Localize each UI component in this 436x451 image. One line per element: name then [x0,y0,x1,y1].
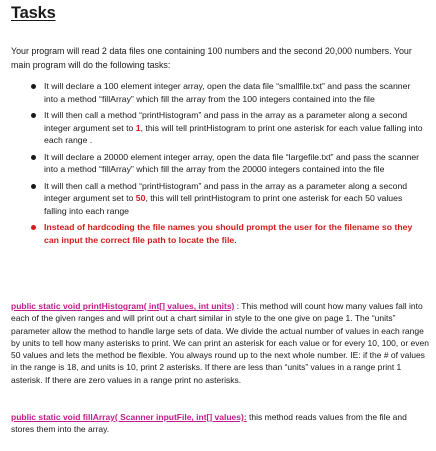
task-text: It will then call a method “printHistogram” and pass in the array as a parameter along a second integer argument set to [44,110,408,133]
bullet-icon [31,113,36,118]
units-value: 50 [135,193,146,203]
task-list [0,80,436,250]
method-text: : This method will count how many values fall into each of the given ranges and will print out a chart similar in style to the one give on page 1. The “units” parameter allow the method to handle large sets of data. We divide the actual number of values in each range by units to tell how many asterisks to print. We can print an asterisk for each value or for every 10, 100, or even 50 values and lets the method be flexible. You always round up to the next whole number. IE: if the # of values in the range is 18, and units is 10, print 2 asterisks. If there are less than “units” values in a range print 1 asterisk. If there are zero values in a range print no asterisks. [11,301,429,385]
task-text: , this will tell printHistogram to print one asterisk for each value falling into each range . [44,122,423,145]
task-text: It will declare a 20000 element integer array, open the data file “largefile.txt” and pass the scanner into a method “fillArray” which fill the array from the 20000 integers contained into the file [44,151,420,174]
task-text: Instead of hardcoding the file names you should prompt the user for the filename so they can input the correct file path to locate the file. [44,222,413,245]
bullet-icon [31,84,36,89]
method-signature: public static void fillArray( Scanner inputFile, int[] values): [11,412,247,422]
intro-paragraph: Your program will read 2 data files one containing 100 numbers and the second 20,000 numbers. Your main program will do the following tasks: [11,46,412,70]
method-signature: public static void printHistogram( int[] values, int units) [11,301,235,311]
task-item [0,151,436,176]
task-item [0,80,436,105]
task-text: It will declare a 100 element integer array, open the data file “smallfile.txt” and pass the scanner into a method “fillArray” which fill the array from the 100 integers contained into the file [44,81,411,104]
task-item [0,109,436,147]
page-title: Tasks [11,4,56,22]
method-description-print-histogram [11,300,429,386]
units-value: 1 [135,122,141,133]
task-item-emphasis [0,221,436,246]
task-text: It will then call a method “printHistogram” and pass in the array as a parameter along a second integer argument set to [44,180,408,203]
bullet-icon [31,155,36,160]
method-text: this method reads values from the file and stores them into the array. [11,412,407,435]
method-description-fill-array [11,411,429,436]
bullet-icon [31,184,36,189]
bullet-icon [31,225,36,230]
task-text: , this will tell printHistogram to print one asterisk for each 50 values falling into each range [44,193,403,216]
task-item [0,180,436,218]
